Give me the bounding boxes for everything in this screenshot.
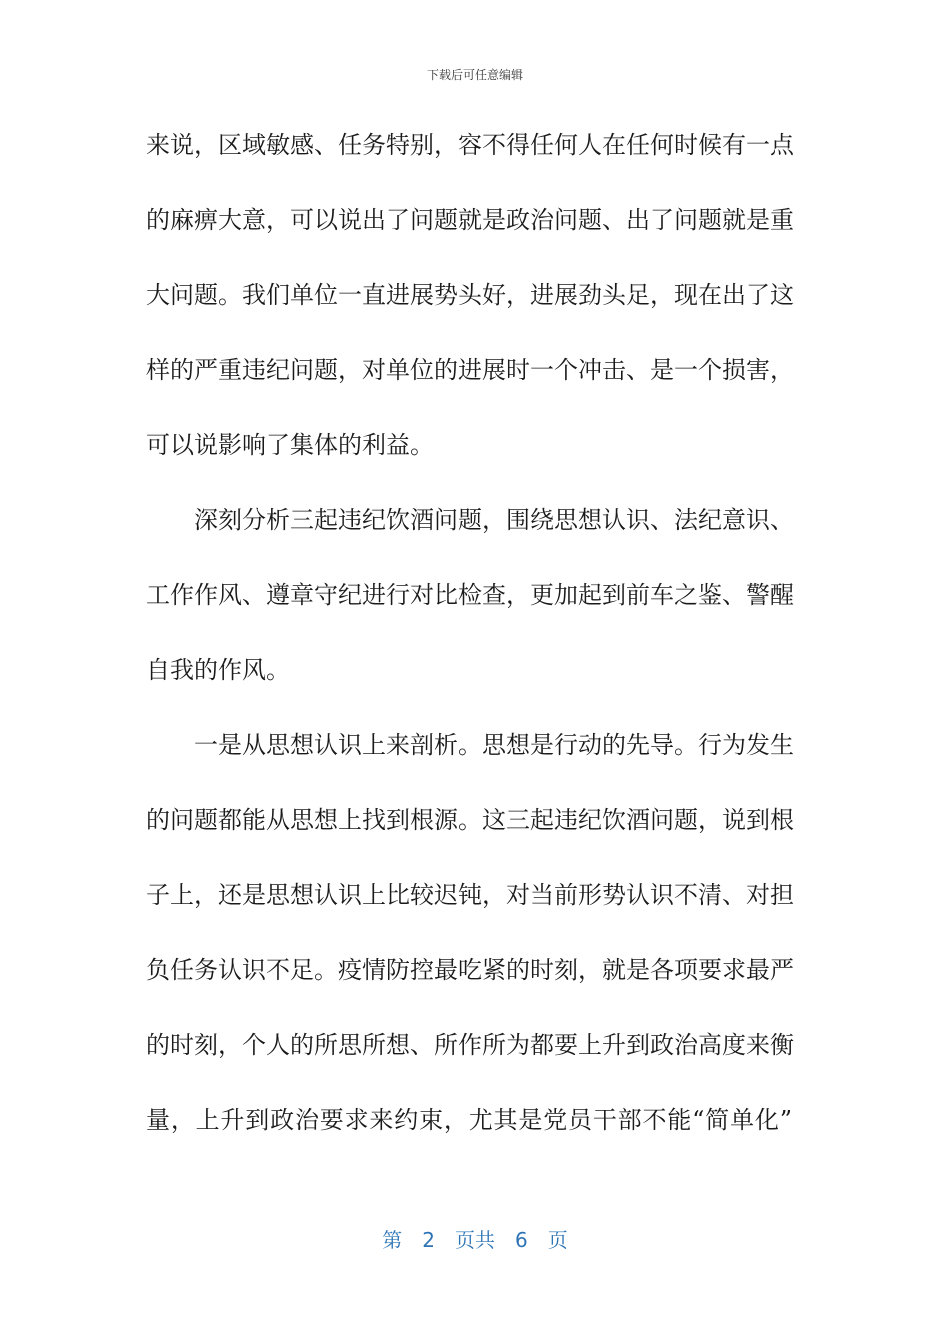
paragraph xyxy=(146,483,792,708)
text-line: 一是从思想认识上来剖析。思想是行动的先导。行为发生 xyxy=(194,731,794,759)
text-line: 可以说影响了集体的利益。 xyxy=(146,431,434,459)
text-line: 深刻分析三起违纪饮酒问题，围绕思想认识、法纪意识、 xyxy=(194,506,794,534)
text-line: 量，上升到政治要求来约束，尤其是党员干部不能“简单化” xyxy=(146,1106,792,1134)
text-line: 工作作风、遵章守纪进行对比检查，更加起到前车之鉴、警醒 xyxy=(146,581,794,609)
text-line: 的问题都能从思想上找到根源。这三起违纪饮酒问题，说到根 xyxy=(146,806,794,834)
paragraph xyxy=(146,108,792,483)
text-line: 来说，区域敏感、任务特别，容不得任何人在任何时候有一点 xyxy=(146,131,794,159)
page-footer xyxy=(0,1224,950,1253)
text-line: 的麻痹大意，可以说出了问题就是政治问题、出了问题就是重 xyxy=(146,206,794,234)
document-body xyxy=(146,108,792,1158)
text-line: 自我的作风。 xyxy=(146,656,290,684)
footer-suffix: 页 xyxy=(547,1228,568,1252)
paragraph xyxy=(146,708,792,1158)
text-line: 子上，还是思想认识上比较迟钝，对当前形势认识不清、对担 xyxy=(146,881,794,909)
text-line: 的时刻，个人的所思所想、所作所为都要上升到政治高度来衡 xyxy=(146,1031,794,1059)
current-page-number: 2 xyxy=(422,1228,435,1252)
footer-prefix: 第 xyxy=(382,1228,403,1252)
total-page-count: 6 xyxy=(515,1228,528,1252)
page-header-note: 下载后可任意编辑 xyxy=(426,68,523,82)
text-line: 样的严重违纪问题，对单位的进展时一个冲击、是一个损害， xyxy=(146,356,794,384)
text-line: 负任务认识不足。疫情防控最吃紧的时刻，就是各项要求最严 xyxy=(146,956,794,984)
footer-middle: 页共 xyxy=(455,1228,495,1252)
text-line: 大问题。我们单位一直进展势头好，进展劲头足，现在出了这 xyxy=(146,281,794,309)
